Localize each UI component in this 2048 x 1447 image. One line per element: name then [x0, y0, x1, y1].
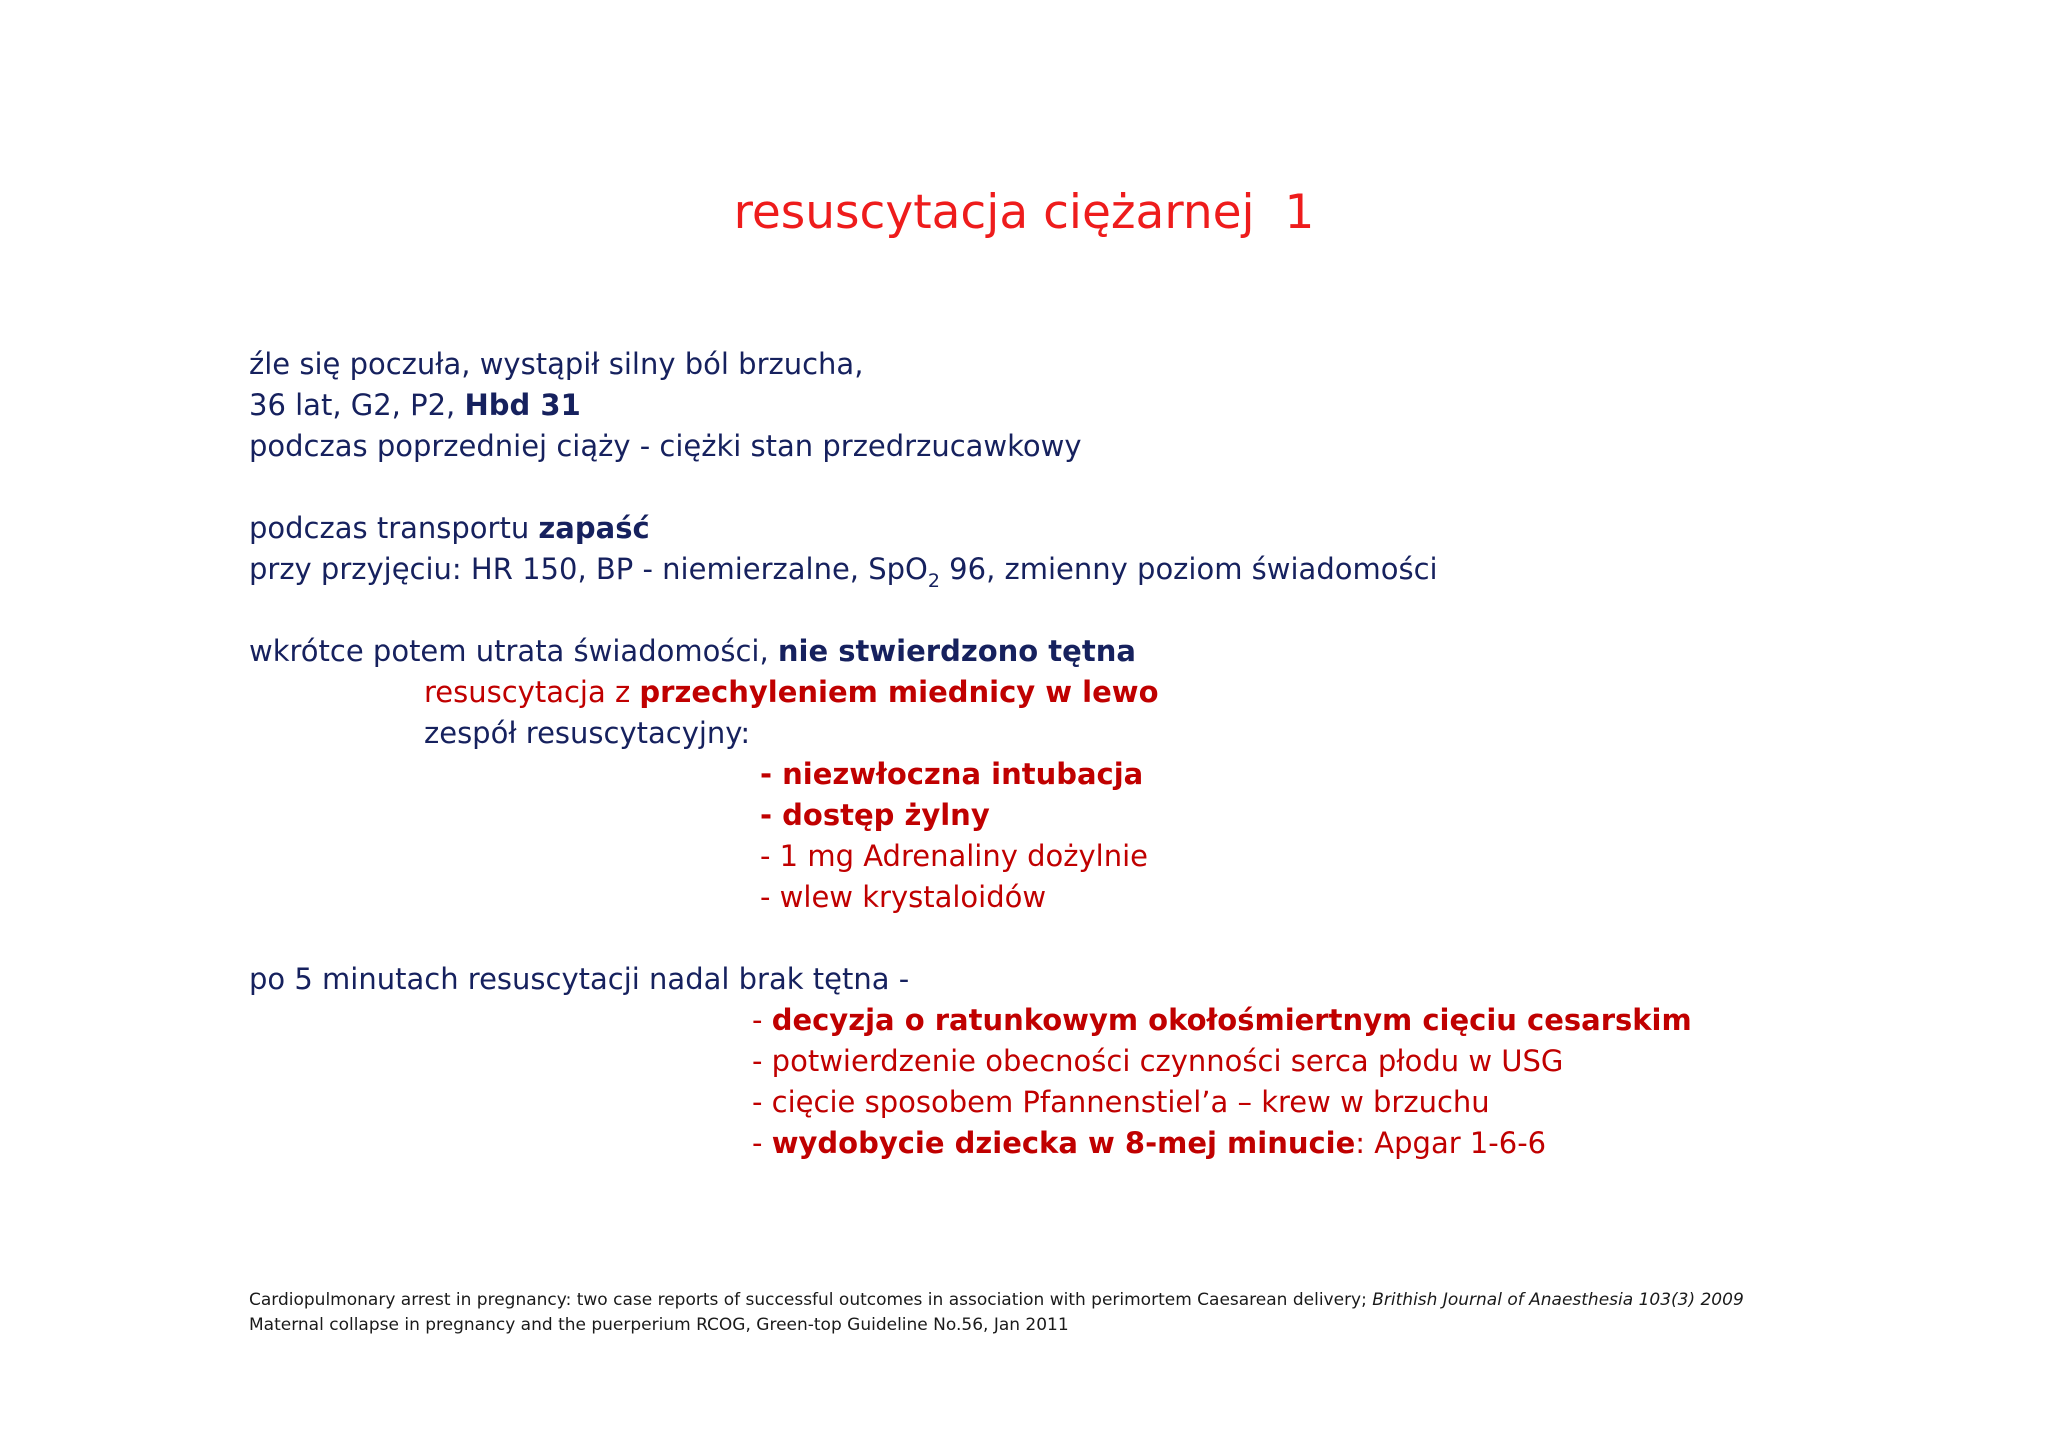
- case-symptoms-text: źle się poczuła, wystąpił silny ból brzucha,: [249, 347, 864, 381]
- resuscitation-line: [424, 672, 1159, 713]
- references: [249, 1288, 1744, 1338]
- after5-item: [752, 1041, 1563, 1082]
- action-iv-access: - dostęp żylny: [760, 798, 990, 832]
- admission-text-rest: 96, zmienny poziom świadomości: [939, 552, 1438, 586]
- after5-heading-line: [249, 959, 909, 1000]
- case-gestation-bold: Hbd 31: [464, 388, 581, 422]
- action-item: [760, 754, 1143, 795]
- arrest-text: wkrótce potem utrata świadomości,: [249, 634, 778, 668]
- pelvic-tilt-bold: przechyleniem miednicy w lewo: [639, 675, 1159, 709]
- case-line-history: [249, 426, 1082, 467]
- arrest-line: [249, 631, 1136, 672]
- transport-text: podczas transportu: [249, 511, 539, 545]
- after5-cesarean-decision: decyzja o ratunkowym okołośmiertnym cięciu cesarskim: [771, 1003, 1692, 1037]
- admission-line: [249, 549, 1438, 590]
- after5-ultrasound: - potwierdzenie obecności czynności serca płodu w USG: [752, 1044, 1564, 1078]
- transport-collapse-bold: zapaść: [538, 511, 650, 545]
- case-history-text: podczas poprzedniej ciąży - ciężki stan przedrzucawkowy: [249, 429, 1082, 463]
- after5-dash: -: [752, 1003, 772, 1037]
- case-line-patient: [249, 385, 581, 426]
- action-crystalloids: - wlew krystaloidów: [760, 880, 1047, 914]
- action-item: [760, 795, 990, 836]
- after5-item: [752, 1123, 1546, 1164]
- case-patient-text: 36 lat, G2, P2,: [249, 388, 465, 422]
- case-line-symptoms: [249, 344, 863, 385]
- after5-item: [752, 1000, 1692, 1041]
- after5-incision: - cięcie sposobem Pfannenstiel’a – krew w brzuchu: [752, 1085, 1490, 1119]
- after5-apgar: : Apgar 1-6-6: [1355, 1126, 1547, 1160]
- arrest-no-pulse-bold: nie stwierdzono tętna: [777, 634, 1136, 668]
- action-intubation: - niezwłoczna intubacja: [760, 757, 1144, 791]
- action-item: [760, 836, 1148, 877]
- slide-title: resuscytacja ciężarnej 1: [733, 185, 1315, 240]
- after5-delivery-bold: wydobycie dziecka w 8-mej minucie: [771, 1126, 1356, 1160]
- action-item: [760, 877, 1046, 918]
- after5-dash: -: [752, 1126, 772, 1160]
- after5-heading: po 5 minutach resuscytacji nadal brak tętna -: [249, 962, 910, 996]
- reference-1: [249, 1288, 1744, 1313]
- spo2-subscript: 2: [927, 570, 940, 592]
- admission-text: przy przyjęciu: HR 150, BP - niemierzalne, SpO: [249, 552, 928, 586]
- after5-item: [752, 1082, 1490, 1123]
- reference-1-text: Cardiopulmonary arrest in pregnancy: two case reports of successful outcomes in association with perimortem Caesarean delivery;: [249, 1290, 1373, 1310]
- action-adrenaline: - 1 mg Adrenaliny dożylnie: [760, 839, 1148, 873]
- reference-1-journal: Brithish Journal of Anaesthesia 103(3) 2009: [1372, 1290, 1744, 1310]
- team-label: zespół resuscytacyjny:: [424, 716, 751, 750]
- transport-line: [249, 508, 650, 549]
- team-label-line: [424, 713, 750, 754]
- resuscitation-text: resuscytacja z: [424, 675, 640, 709]
- reference-2: Maternal collapse in pregnancy and the puerperium RCOG, Green-top Guideline No.56, Jan 2011: [249, 1315, 1069, 1335]
